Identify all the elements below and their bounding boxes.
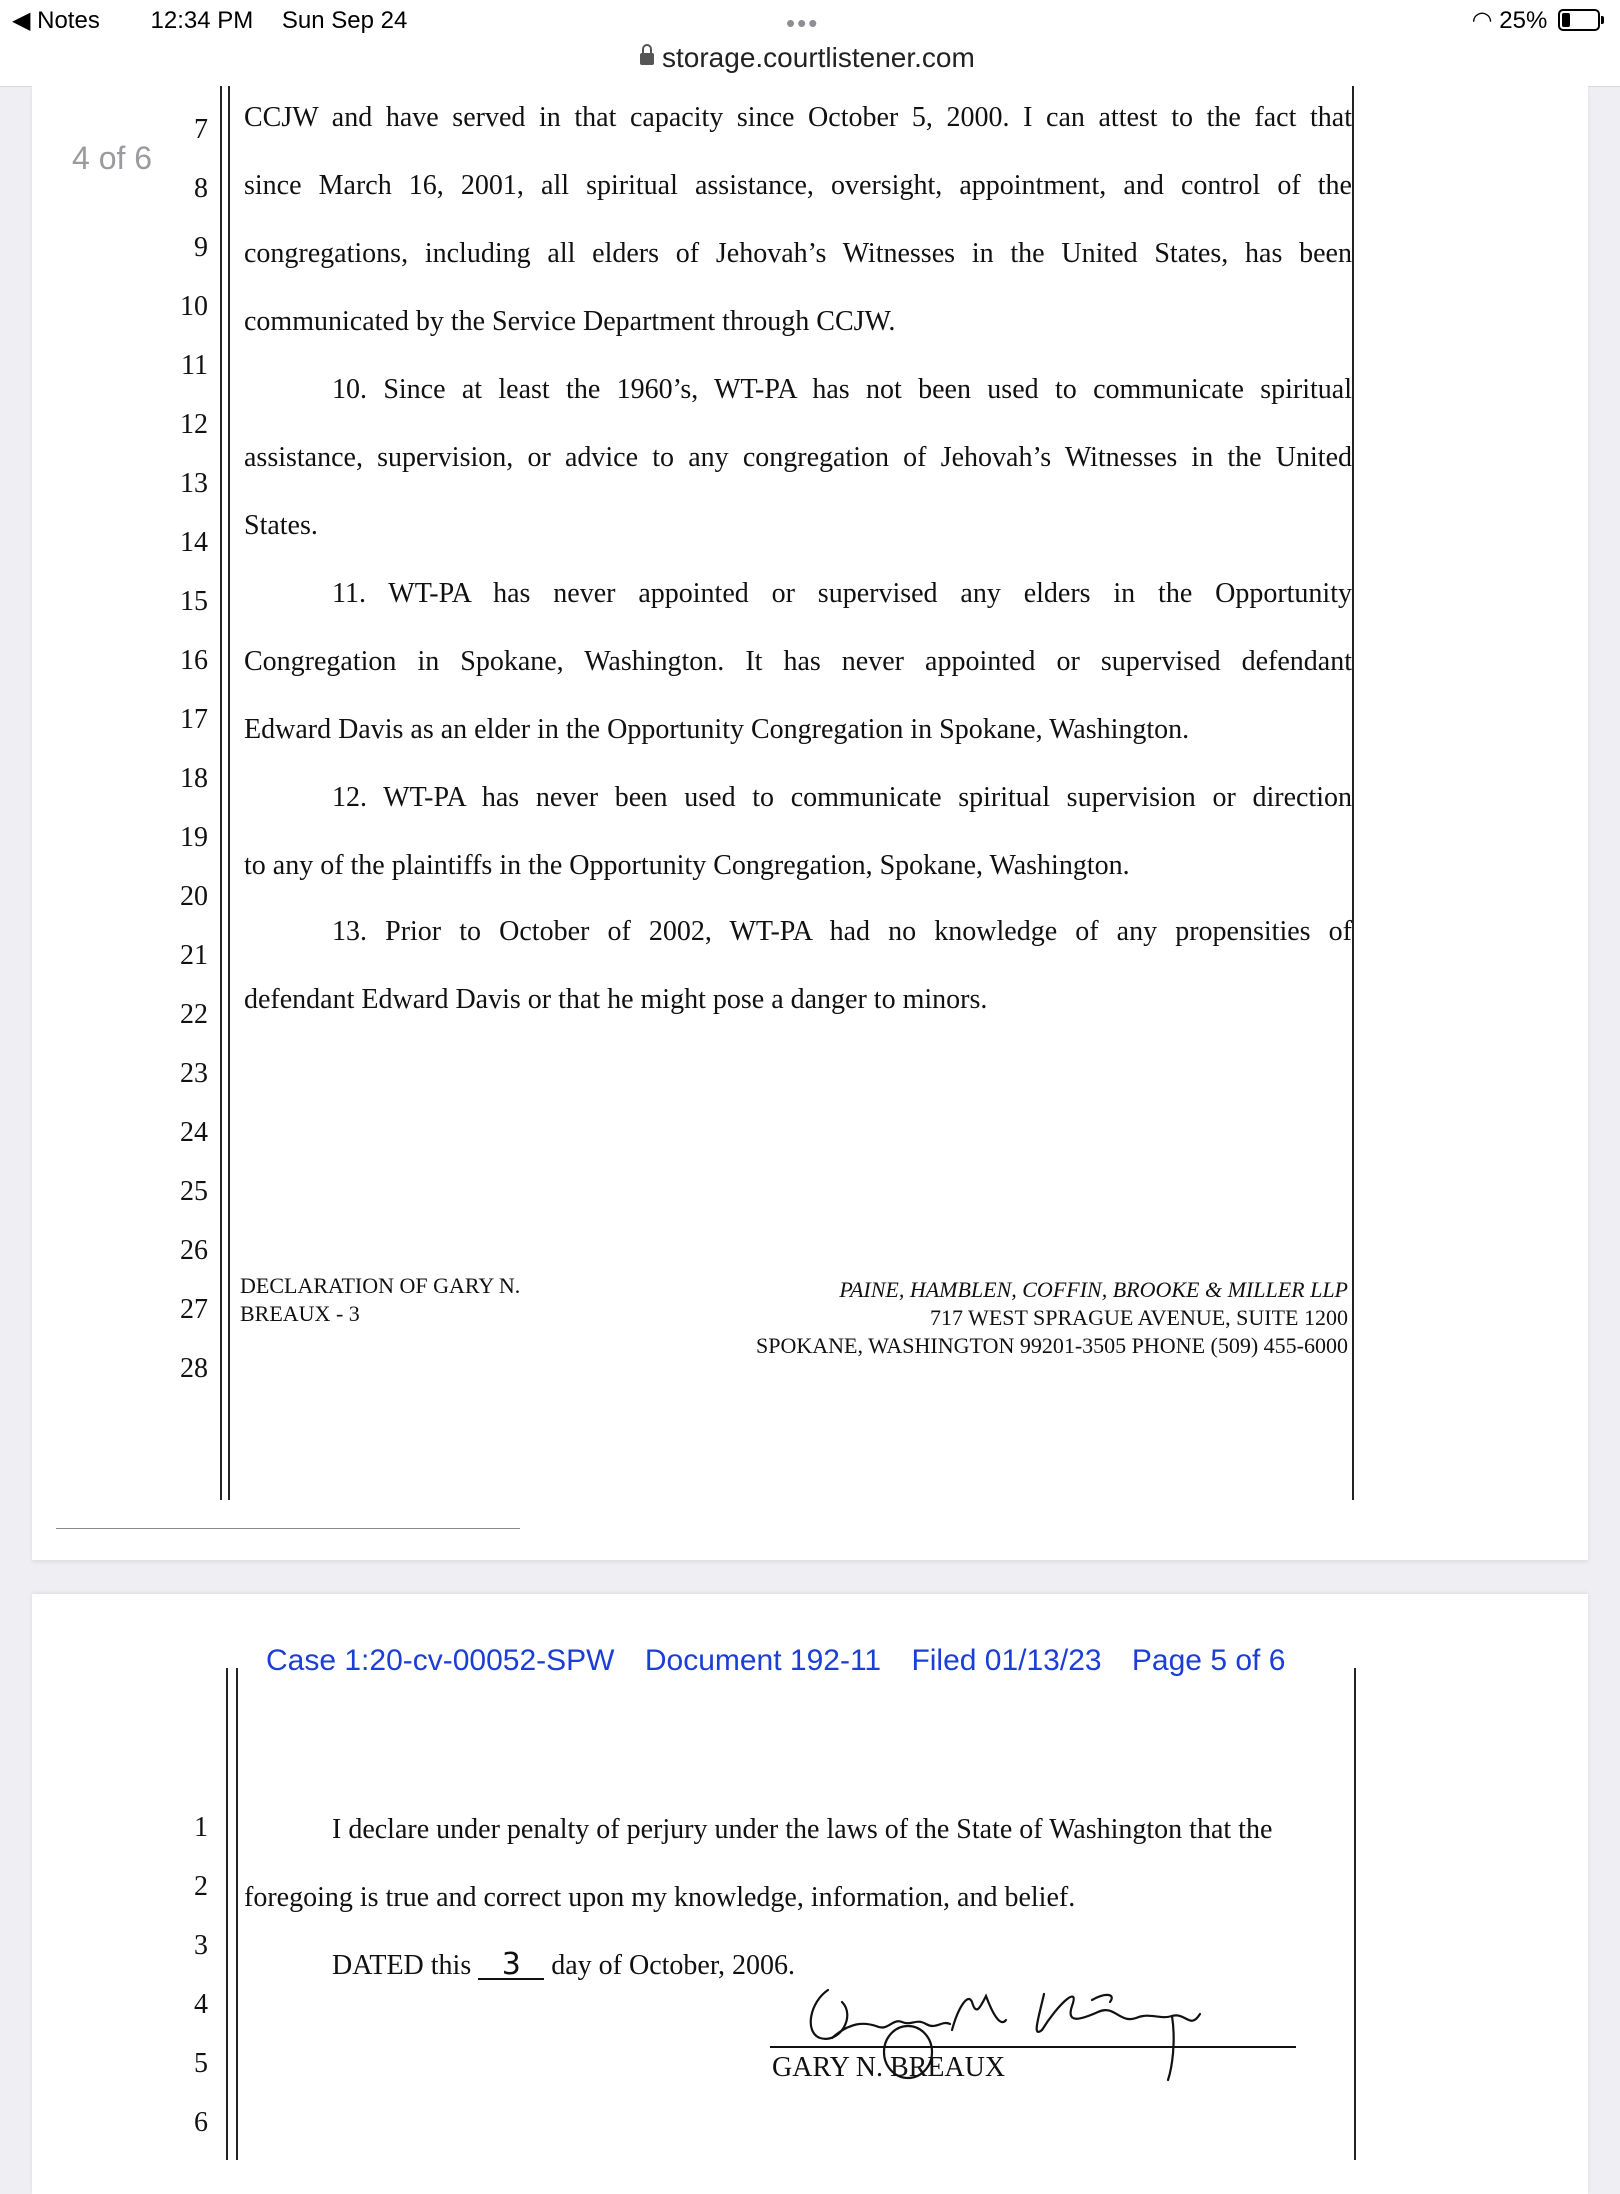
line-number-26: 26 [180, 1235, 208, 1266]
line-number-19: 19 [180, 822, 208, 853]
line-number-23: 23 [180, 1058, 208, 1089]
body-line-14: States. [244, 510, 318, 541]
line-number-8: 8 [194, 173, 208, 204]
footer-firm-city-phone: SPOKANE, WASHINGTON 99201-3505 PHONE (509) 455-6000 [756, 1333, 1348, 1358]
back-to-notes-link[interactable]: ◀ Notes [12, 7, 100, 34]
line-number-16: 16 [180, 645, 208, 676]
footer-caption-line-2: BREAUX - 3 [240, 1301, 360, 1326]
dated-suffix: day of October, 2006. [551, 1950, 796, 1981]
body-line-9: congregations, including all elders of Jehovah’s Witnesses in the United States, has been [244, 238, 1352, 269]
line-number-20: 20 [180, 881, 208, 912]
footer-caption-line-1: DECLARATION OF GARY N. [240, 1273, 521, 1298]
line-number-25: 25 [180, 1176, 208, 1207]
margin-rule-left-inner [228, 86, 230, 1500]
line-number-12: 12 [180, 409, 208, 440]
footer-firm-name: PAINE, HAMBLEN, COFFIN, BROOKE & MILLER LLP [839, 1277, 1348, 1302]
p2-margin-rule-right [1354, 1668, 1356, 2160]
lock-icon [640, 53, 654, 65]
body-line-17: Edward Davis as an elder in the Opportunity Congregation in Spokane, Washington. [244, 714, 1190, 745]
scan-artifact-line [56, 1528, 520, 1529]
line-number-21: 21 [180, 940, 208, 971]
p2-line-number-4: 4 [194, 1989, 208, 2020]
p2-margin-rule-left-inner [236, 1668, 238, 2160]
dated-prefix: DATED this [332, 1950, 472, 1981]
footer-firm-address: 717 WEST SPRAGUE AVENUE, SUITE 1200 [929, 1305, 1348, 1330]
line-number-28: 28 [180, 1353, 208, 1384]
p2-line-number-3: 3 [194, 1930, 208, 1961]
footer-firm-block [740, 1276, 1348, 1360]
line-number-15: 15 [180, 586, 208, 617]
case-number: Case 1:20-cv-00052-SPW [266, 1644, 615, 1677]
page-indicator: 4 of 6 [72, 140, 153, 176]
back-app-label: Notes [37, 7, 100, 34]
case-header [266, 1644, 1307, 1678]
margin-rule-right [1352, 86, 1354, 1500]
status-date: Sun Sep 24 [281, 7, 408, 34]
wifi-icon: ◠ [1471, 7, 1493, 34]
url-bar[interactable] [0, 40, 1620, 87]
document-number: Document 192-11 [644, 1644, 882, 1677]
body-line-7: CCJW and have served in that capacity since October 5, 2000. I can attest to the fact that [244, 102, 1352, 133]
multitasking-dots-icon[interactable]: ••• [786, 8, 820, 38]
battery-percent: 25% [1499, 7, 1548, 34]
line-number-27: 27 [180, 1294, 208, 1325]
line-number-18: 18 [180, 763, 208, 794]
body-line-15: 11. WT-PA has never appointed or supervised any elders in the Opportunity [332, 578, 1352, 609]
line-number-17: 17 [180, 704, 208, 735]
body-line-20: 13. Prior to October of 2002, WT-PA had no knowledge of any propensities of [332, 916, 1352, 947]
battery-icon [1558, 9, 1600, 31]
p2-line-number-5: 5 [194, 2048, 208, 2079]
body-line-13: assistance, supervision, or advice to any congregation of Jehovah’s Witnesses in the United [244, 442, 1352, 473]
line-number-13: 13 [180, 468, 208, 499]
page-number: Page 5 of 6 [1131, 1644, 1286, 1677]
body-line-19: to any of the plaintiffs in the Opportunity Congregation, Spokane, Washington. [244, 850, 1130, 881]
footer-caption [240, 1272, 520, 1328]
status-bar [0, 0, 1620, 40]
p2-line-number-6: 6 [194, 2107, 208, 2138]
signatory-name: GARY N. BREAUX [772, 2052, 1006, 2083]
margin-rule-left-outer [220, 86, 222, 1500]
body-line-16: Congregation in Spokane, Washington. It has never appointed or supervised defendant [244, 646, 1352, 677]
body-line-12: 10. Since at least the 1960’s, WT-PA has not been used to communicate spiritual [332, 374, 1352, 405]
p2-line-number-2: 2 [194, 1871, 208, 1902]
line-number-10: 10 [180, 291, 208, 322]
dated-day: 3 [478, 1952, 544, 1980]
body-line-21: defendant Edward Davis or that he might pose a danger to minors. [244, 984, 988, 1015]
declaration-line-1: I declare under penalty of perjury under the laws of the State of Washington that the [332, 1814, 1273, 1845]
body-line-8: since March 16, 2001, all spiritual assistance, oversight, appointment, and control of the [244, 170, 1352, 201]
line-number-9: 9 [194, 232, 208, 263]
status-time: 12:34 PM [150, 7, 254, 34]
body-line-18: 12. WT-PA has never been used to communicate spiritual supervision or direction [332, 782, 1352, 813]
line-number-14: 14 [180, 527, 208, 558]
p2-line-number-1: 1 [194, 1812, 208, 1843]
dated-line [332, 1947, 796, 1982]
line-number-22: 22 [180, 999, 208, 1030]
p2-margin-rule-left-outer [226, 1668, 228, 2160]
signature-line [770, 2046, 1296, 2048]
declaration-line-2: foregoing is true and correct upon my knowledge, information, and belief. [244, 1882, 1076, 1913]
url-text: storage.courtlistener.com [662, 42, 975, 73]
filed-date: Filed 01/13/23 [911, 1644, 1102, 1677]
line-number-24: 24 [180, 1117, 208, 1148]
line-number-11: 11 [181, 350, 208, 381]
body-line-10: communicated by the Service Department through CCJW. [244, 306, 896, 337]
line-number-7: 7 [194, 114, 208, 145]
